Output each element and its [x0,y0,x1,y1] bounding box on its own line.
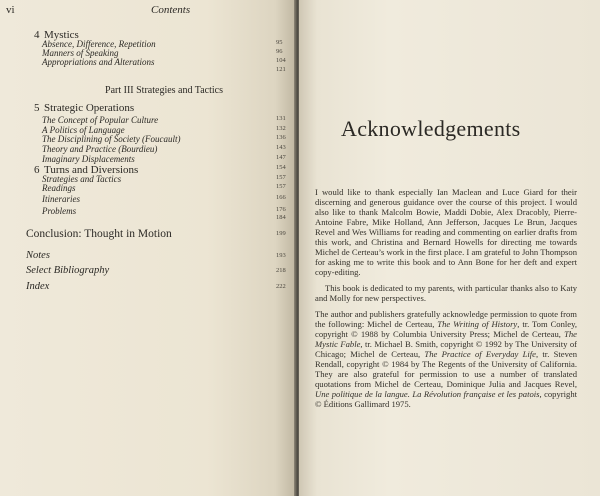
toc-page-number: 147 [276,154,286,161]
chapter-number: 6 [34,164,40,176]
subsection-title: The Concept of Popular Culture [42,115,159,125]
part-title: Part III Strategies and Tactics [105,85,223,96]
contents-page [0,0,296,496]
page-folio: vi [6,4,15,16]
subsection-title: Problems [42,206,77,216]
subsection-title: A Politics of Language [42,125,125,135]
toc-page-number: 176 [276,206,286,213]
back-matter-title: Conclusion: Thought in Motion [26,228,172,240]
paragraph-text: , tr. Tom Conley, copyright © 1988 by Columbia University Press; Michel de Certeau, [315,319,577,339]
toc-page-number: 193 [276,252,286,259]
running-head-title: Contents [151,4,191,16]
chapter-title: Turns and Diversions [44,164,139,176]
paragraph-text: , tr. Steven Rendall, copyright © 1984 by The Regents of the University of California. They are also grateful for permission to use a number of translated quotations from Michel de Certeau, Dominique Julia and Jacques Revel, [315,349,577,389]
italic-title: The Practice of Everyday Life [424,349,536,359]
subsection-title: Absence, Difference, Repetition [42,39,156,49]
toc-page-number: 218 [276,267,286,274]
body-paragraph [315,187,577,277]
paragraph-text: This book is dedicated to my parents, with particular thanks also to Katy and Molly for new perspectives. [315,283,577,303]
toc-page-number: 199 [276,230,286,237]
toc-page-number: 157 [276,174,286,181]
chapter-number: 4 [34,29,40,41]
toc-page-number: 143 [276,144,286,151]
toc-page-number: 136 [276,134,286,141]
subsection-title: Theory and Practice (Bourdieu) [42,144,158,154]
toc-page-number: 154 [276,164,286,171]
paragraph-text: , copyright © Éditions Gallimard 1975. [315,389,578,409]
back-matter-title: Notes [26,250,50,261]
toc-page-number: 96 [276,48,283,55]
italic-title: The Mystic Fable [315,329,577,349]
italic-title: Une politique de la langue. La Révolution française et les patois [315,389,540,399]
page-title: Acknowledgements [341,116,521,141]
running-head [6,4,282,18]
body-paragraph [315,283,577,303]
toc-page-number: 157 [276,183,286,190]
chapter-number: 5 [34,102,40,114]
toc-page-number: 166 [276,194,286,201]
subsection-title: The Disciplining of Society (Foucault) [42,134,181,144]
acknowledgements-body [315,187,577,415]
chapter-title: Mystics [44,29,79,41]
paragraph-text: I would like to thank especially Ian Maclean and Luce Giard for their discerning and generous guidance over the course of this project. I would also like to thank Malcolm Bowie, Maddi Dobie, Alex Dracobly, Pierre-Antoine Fabre, Mike Holland, Ann Jefferson, Jacques Le Brun, Jacques Revel and Wes Williams for reading and commenting on earlier drafts from this work, and Christina and Bernard Howells for directing me towards Michel de Certeau’s work in the first place. I am grateful to John Thompson for asking me to write this book and to Ann Bone for her deft and expert copy-editing. [315,187,577,277]
paragraph-text: The author and publishers gratefully acknowledge permission to quote from the following: Michel de Certeau, [315,309,577,329]
chapter-title: Strategic Operations [44,102,135,114]
italic-title: The Writing of History [437,319,518,329]
body-paragraph [315,309,577,409]
toc-page-number: 104 [276,57,286,64]
toc-page-number: 121 [276,66,286,73]
back-matter-title: Select Bibliography [26,265,110,276]
subsection-title: Itineraries [42,194,80,204]
toc-page-number: 131 [276,115,286,122]
subsection-title: Imaginary Displacements [42,154,135,164]
acknowledgements-page [299,0,600,496]
toc-page-number: 184 [276,214,286,221]
toc-page-number: 222 [276,283,286,290]
toc-page-number: 95 [276,39,283,46]
subsection-title: Strategies and Tactics [42,174,122,184]
back-matter-title: Index [26,281,50,292]
paragraph-text: , tr. Michael B. Smith, copyright © 1992 by The University of Chicago; Michel de Certeau, [315,339,577,359]
subsection-title: Appropriations and Alterations [42,57,155,67]
subsection-title: Manners of Speaking [42,48,119,58]
subsection-title: Readings [42,183,76,193]
toc-page-number: 132 [276,125,286,132]
